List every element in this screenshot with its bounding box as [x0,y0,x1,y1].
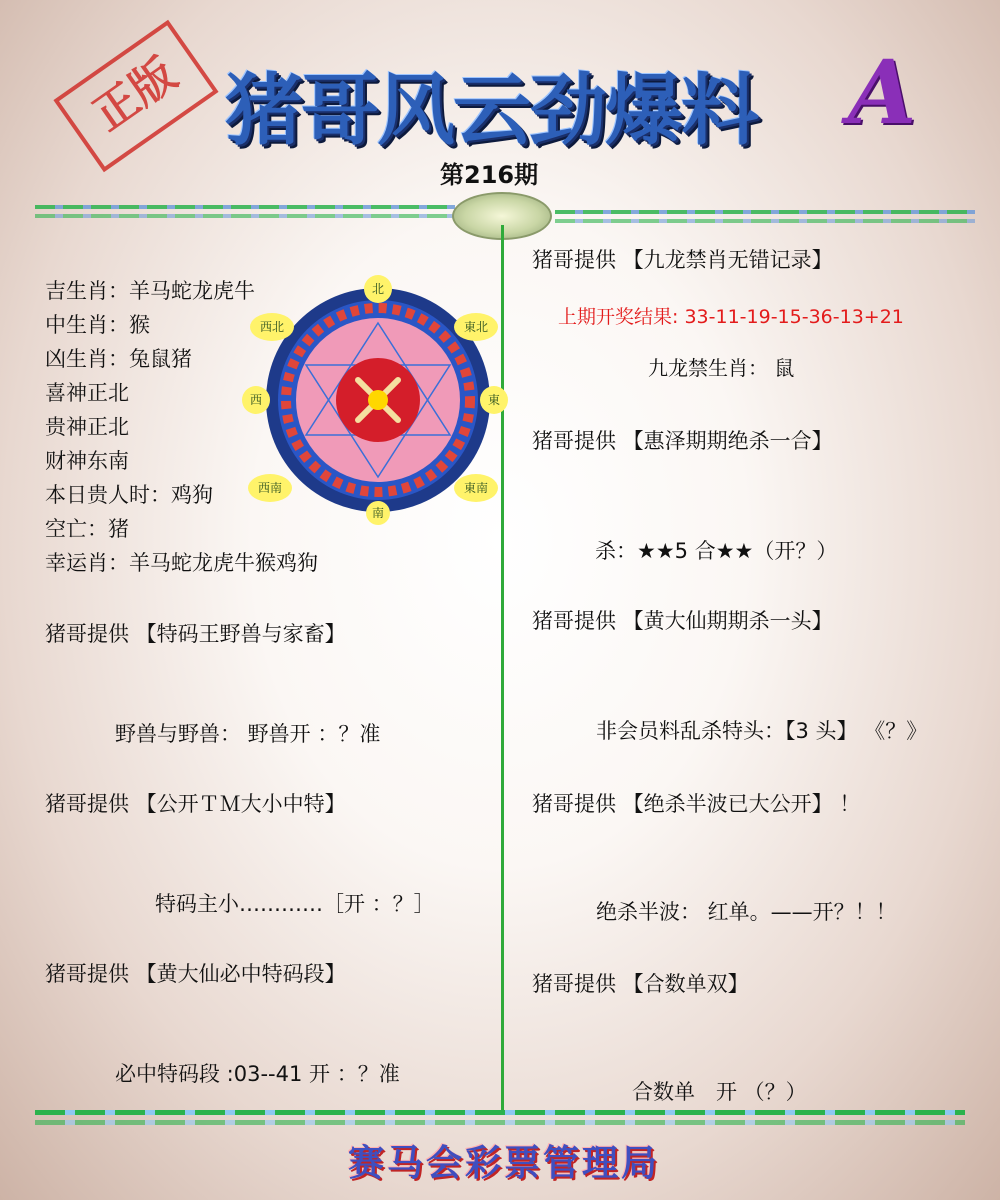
dir-southeast: 東南 [463,481,489,495]
joy-god-direction: 喜神正北 [45,381,129,405]
zodiac-unlucky: 凶生肖：兔鼠猪 [45,347,192,371]
header-divider-right-2 [555,219,975,223]
right-section3-body: 非会员料乱杀特头：【3 头】 《？》 [596,719,928,743]
last-draw-label: 上期开奖结果: [558,306,679,328]
header-divider-left [35,205,455,209]
dir-east: 東 [487,393,501,407]
right-section1-body: 九龙禁生肖： 鼠 [648,356,795,380]
noble-hour: 本日贵人时：鸡狗 [45,483,213,507]
left-section1-title: 猪哥提供 【特码王野兽与家畜】 [45,622,346,646]
wealth-god-direction: 财神东南 [45,449,129,473]
left-section2-title: 猪哥提供 【公开ＴＭ大小中特】 [45,792,346,816]
compass-wheel [240,275,510,525]
issue-number: 第216期 [440,161,539,189]
dir-north: 北 [371,282,385,296]
grade-badge: A [848,40,917,144]
right-section3-title: 猪哥提供 【黄大仙期期杀一头】 [532,609,833,633]
void-zodiac: 空亡：猪 [45,517,129,541]
right-section2-body: 杀：★★5 合★★（开？） [595,539,838,563]
zodiac-neutral: 中生肖：猴 [45,313,150,337]
right-section4-title: 猪哥提供 【绝杀半波已大公开】 ！ [532,792,861,816]
dir-northwest: 西北 [259,320,285,334]
right-section2-title: 猪哥提供 【惠泽期期绝杀一合】 [532,429,833,453]
authentic-stamp: 正版 [53,20,218,172]
footer-divider-2 [35,1120,965,1125]
last-draw-numbers: 33-11-19-15-36-13+21 [684,306,904,328]
dir-west: 西 [249,393,263,407]
dir-southwest: 西南 [257,481,283,495]
zodiac-lucky: 吉生肖：羊马蛇龙虎牛 [45,279,255,303]
right-section1-title: 猪哥提供 【九龙禁肖无错记录】 [532,248,833,272]
left-section1-body: 野兽与野兽： 野兽开 ：？准 [115,722,381,746]
page-title: 猪哥风云劲爆料 [225,66,758,156]
right-section5-title: 猪哥提供 【合数单双】 [532,972,749,996]
footer-divider [35,1110,965,1115]
lucky-zodiac: 幸运肖：羊马蛇龙虎牛猴鸡狗 [45,551,318,575]
left-section3-body: 必中特码段 :03--41 开 ：？准 [115,1062,400,1086]
left-section2-body: 特码主小…………［开 ：？］ [155,892,435,916]
right-section5-body: 合数单 开 （？） [632,1080,807,1104]
footer-issuer: 赛马会彩票管理局 [348,1143,661,1184]
noble-god-direction: 贵神正北 [45,415,129,439]
header-divider-left-2 [35,214,455,218]
dir-south: 南 [371,506,385,520]
dir-northeast: 東北 [463,320,489,334]
wheel-hub [368,390,388,410]
header-divider-right [555,210,975,214]
left-section3-title: 猪哥提供 【黄大仙必中特码段】 [45,962,346,986]
right-section4-body: 绝杀半波： 红单。——开？！！ [596,900,897,924]
last-draw-result [558,302,904,329]
